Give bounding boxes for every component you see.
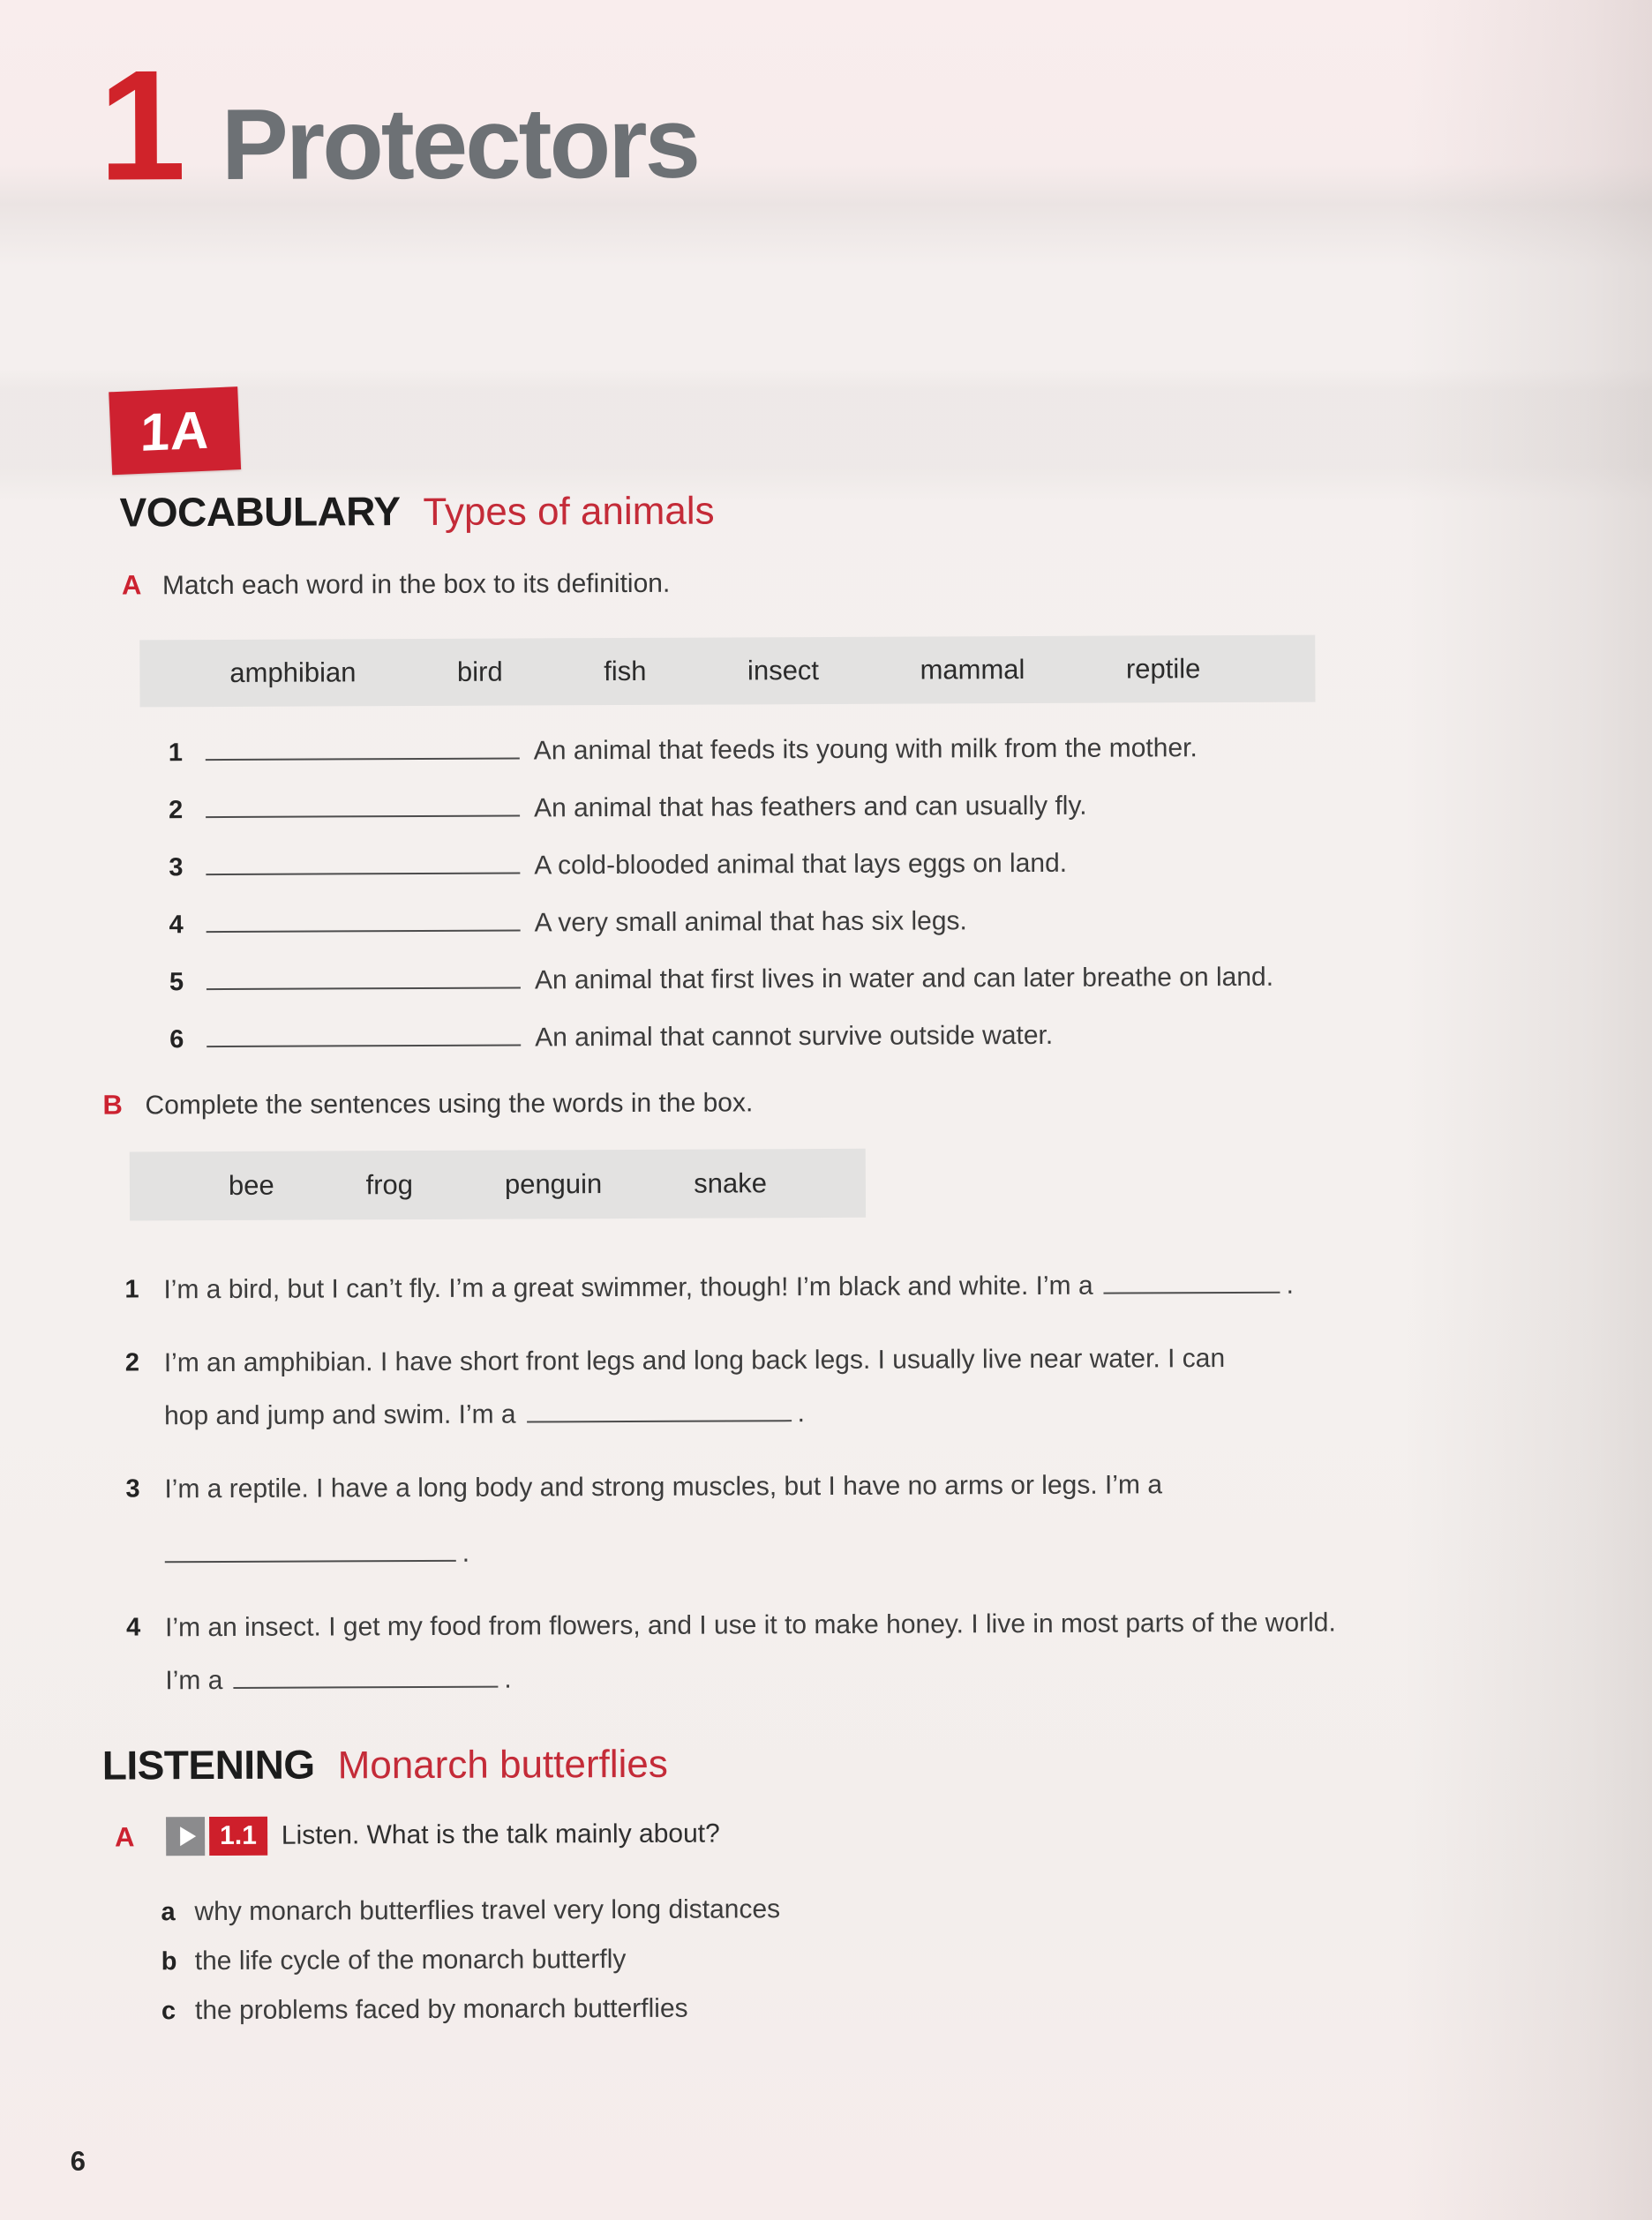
item-number: 5 [169,968,184,997]
definition-text: An animal that feeds its young with milk from the mother. [533,733,1198,766]
sentence-item [124,1269,1334,1306]
sentence-line [164,1396,1225,1432]
sentence-period: . [797,1399,805,1429]
match-row [169,1020,1273,1056]
sentence-text: I’m a [165,1665,223,1696]
answer-blank[interactable] [206,867,520,876]
item-number: 1 [168,739,183,768]
answer-blank[interactable] [206,753,520,761]
match-row [169,963,1273,999]
sentence-item [125,1342,1335,1432]
answer-blank[interactable] [527,1414,792,1422]
item-number: 2 [168,796,184,825]
answer-blank[interactable] [206,1039,521,1048]
listening-topic: Monarch butterflies [337,1742,668,1788]
word-box-b-word: penguin [504,1168,603,1200]
listening-exercise-row [115,1815,720,1856]
sentence-body [163,1270,1294,1307]
play-icon [180,1826,196,1846]
item-number: 6 [169,1025,184,1054]
sentence-item [126,1607,1336,1697]
lesson-badge-label: 1A [139,399,211,462]
answer-blank[interactable] [206,925,521,934]
item-number: 1 [124,1275,139,1304]
item-number: 4 [126,1613,141,1642]
word-box-b-word: snake [694,1167,767,1199]
item-number: 4 [169,911,184,940]
sentence-body [165,1607,1336,1697]
word-box-a-word: bird [456,656,503,687]
option-letter: b [161,1947,177,1976]
sentence-period: . [462,1538,470,1568]
unit-name: Protectors [221,86,699,201]
match-row [169,905,1273,941]
page-number: 6 [70,2145,86,2177]
word-box-a [139,635,1315,708]
listening-instruction-text: Listen. What is the talk mainly about? [281,1819,720,1850]
sentence-item [125,1468,1335,1571]
sentence-list [124,1269,1336,1738]
word-box-b-word: bee [228,1169,274,1201]
option-text: the life cycle of the monarch butterfly [194,1944,627,1976]
sentence-period: . [504,1664,512,1694]
audio-track-badge: 1.1 [209,1817,267,1856]
answer-options [161,1894,780,2044]
exercise-a-instruction [122,567,670,602]
definition-text: A cold-blooded animal that lays eggs on land. [534,848,1068,881]
item-number: 3 [125,1474,140,1504]
sentence-line [164,1469,1162,1505]
definition-text: An animal that has feathers and can usually fly. [533,791,1087,823]
word-box-a-word: insect [747,655,820,686]
unit-title [98,37,699,214]
sentence-text: I’m an amphibian. I have short front legs and long back legs. I usually live near water. I can [163,1344,1226,1378]
definition-text: A very small animal that has six legs. [534,906,967,938]
sentence-text: hop and jump and swim. I’m a [163,1399,516,1431]
unit-number: 1 [98,37,187,214]
exercise-b-instruction [102,1086,753,1121]
match-list [169,733,1274,1082]
word-box-a-word: fish [604,655,647,687]
match-row [169,848,1273,884]
word-box-a-word: mammal [920,654,1025,686]
sentence-period: . [1286,1270,1295,1300]
vocabulary-heading-label: VOCABULARY [119,488,401,536]
option-a[interactable] [161,1894,780,1928]
answer-blank[interactable] [1104,1286,1280,1294]
option-text: why monarch butterflies travel very long distances [194,1894,781,1927]
sentence-line [165,1660,1336,1697]
listening-heading [102,1739,668,1789]
word-box-b-word: frog [365,1169,414,1201]
option-text: the problems faced by monarch butterflies [194,1993,688,2026]
sentence-line [163,1270,1294,1307]
exercise-a-letter: A [121,569,142,601]
option-letter: a [161,1898,176,1927]
option-c[interactable] [161,1992,781,2027]
word-box-a-word: reptile [1125,653,1201,685]
definition-text: An animal that cannot survive outside water. [535,1020,1054,1053]
sentence-line [164,1343,1225,1379]
answer-blank[interactable] [206,810,520,819]
word-box-a-word: amphibian [229,656,357,688]
sentence-line [165,1534,1163,1571]
lesson-badge [109,386,241,475]
answer-blank[interactable] [206,982,521,991]
vocabulary-topic: Types of animals [423,489,715,534]
sentence-line [165,1607,1336,1644]
item-number: 3 [169,853,184,882]
answer-blank[interactable] [165,1555,456,1563]
sentence-text: I’m a bird, but I can’t fly. I’m a great swimmer, though! I’m black and white. I’m a [163,1271,1093,1305]
exercise-a-instruction-text: Match each word in the box to its definition. [161,568,671,601]
word-box-b [130,1149,866,1221]
option-b[interactable] [161,1943,781,1977]
listening-heading-label: LISTENING [101,1741,315,1789]
match-row [169,791,1273,827]
exercise-b-letter: B [102,1089,123,1121]
item-number: 2 [124,1348,140,1377]
answer-blank[interactable] [233,1681,498,1689]
listening-exercise-letter: A [115,1821,135,1853]
exercise-b-instruction-text: Complete the sentences using the words in the box. [145,1088,754,1121]
vocabulary-heading [119,486,714,536]
sentence-body [164,1469,1162,1571]
sentence-text: I’m a reptile. I have a long body and strong muscles, but I have no arms or legs. I’m a [164,1470,1163,1504]
sentence-text: I’m an insect. I get my food from flowers, and I use it to make honey. I live in most parts of the world. [165,1608,1336,1643]
sentence-body [164,1343,1226,1432]
match-row [169,733,1273,769]
option-letter: c [161,1997,176,2026]
play-button[interactable] [166,1817,205,1856]
definition-text: An animal that first lives in water and can later breathe on land. [534,962,1274,995]
